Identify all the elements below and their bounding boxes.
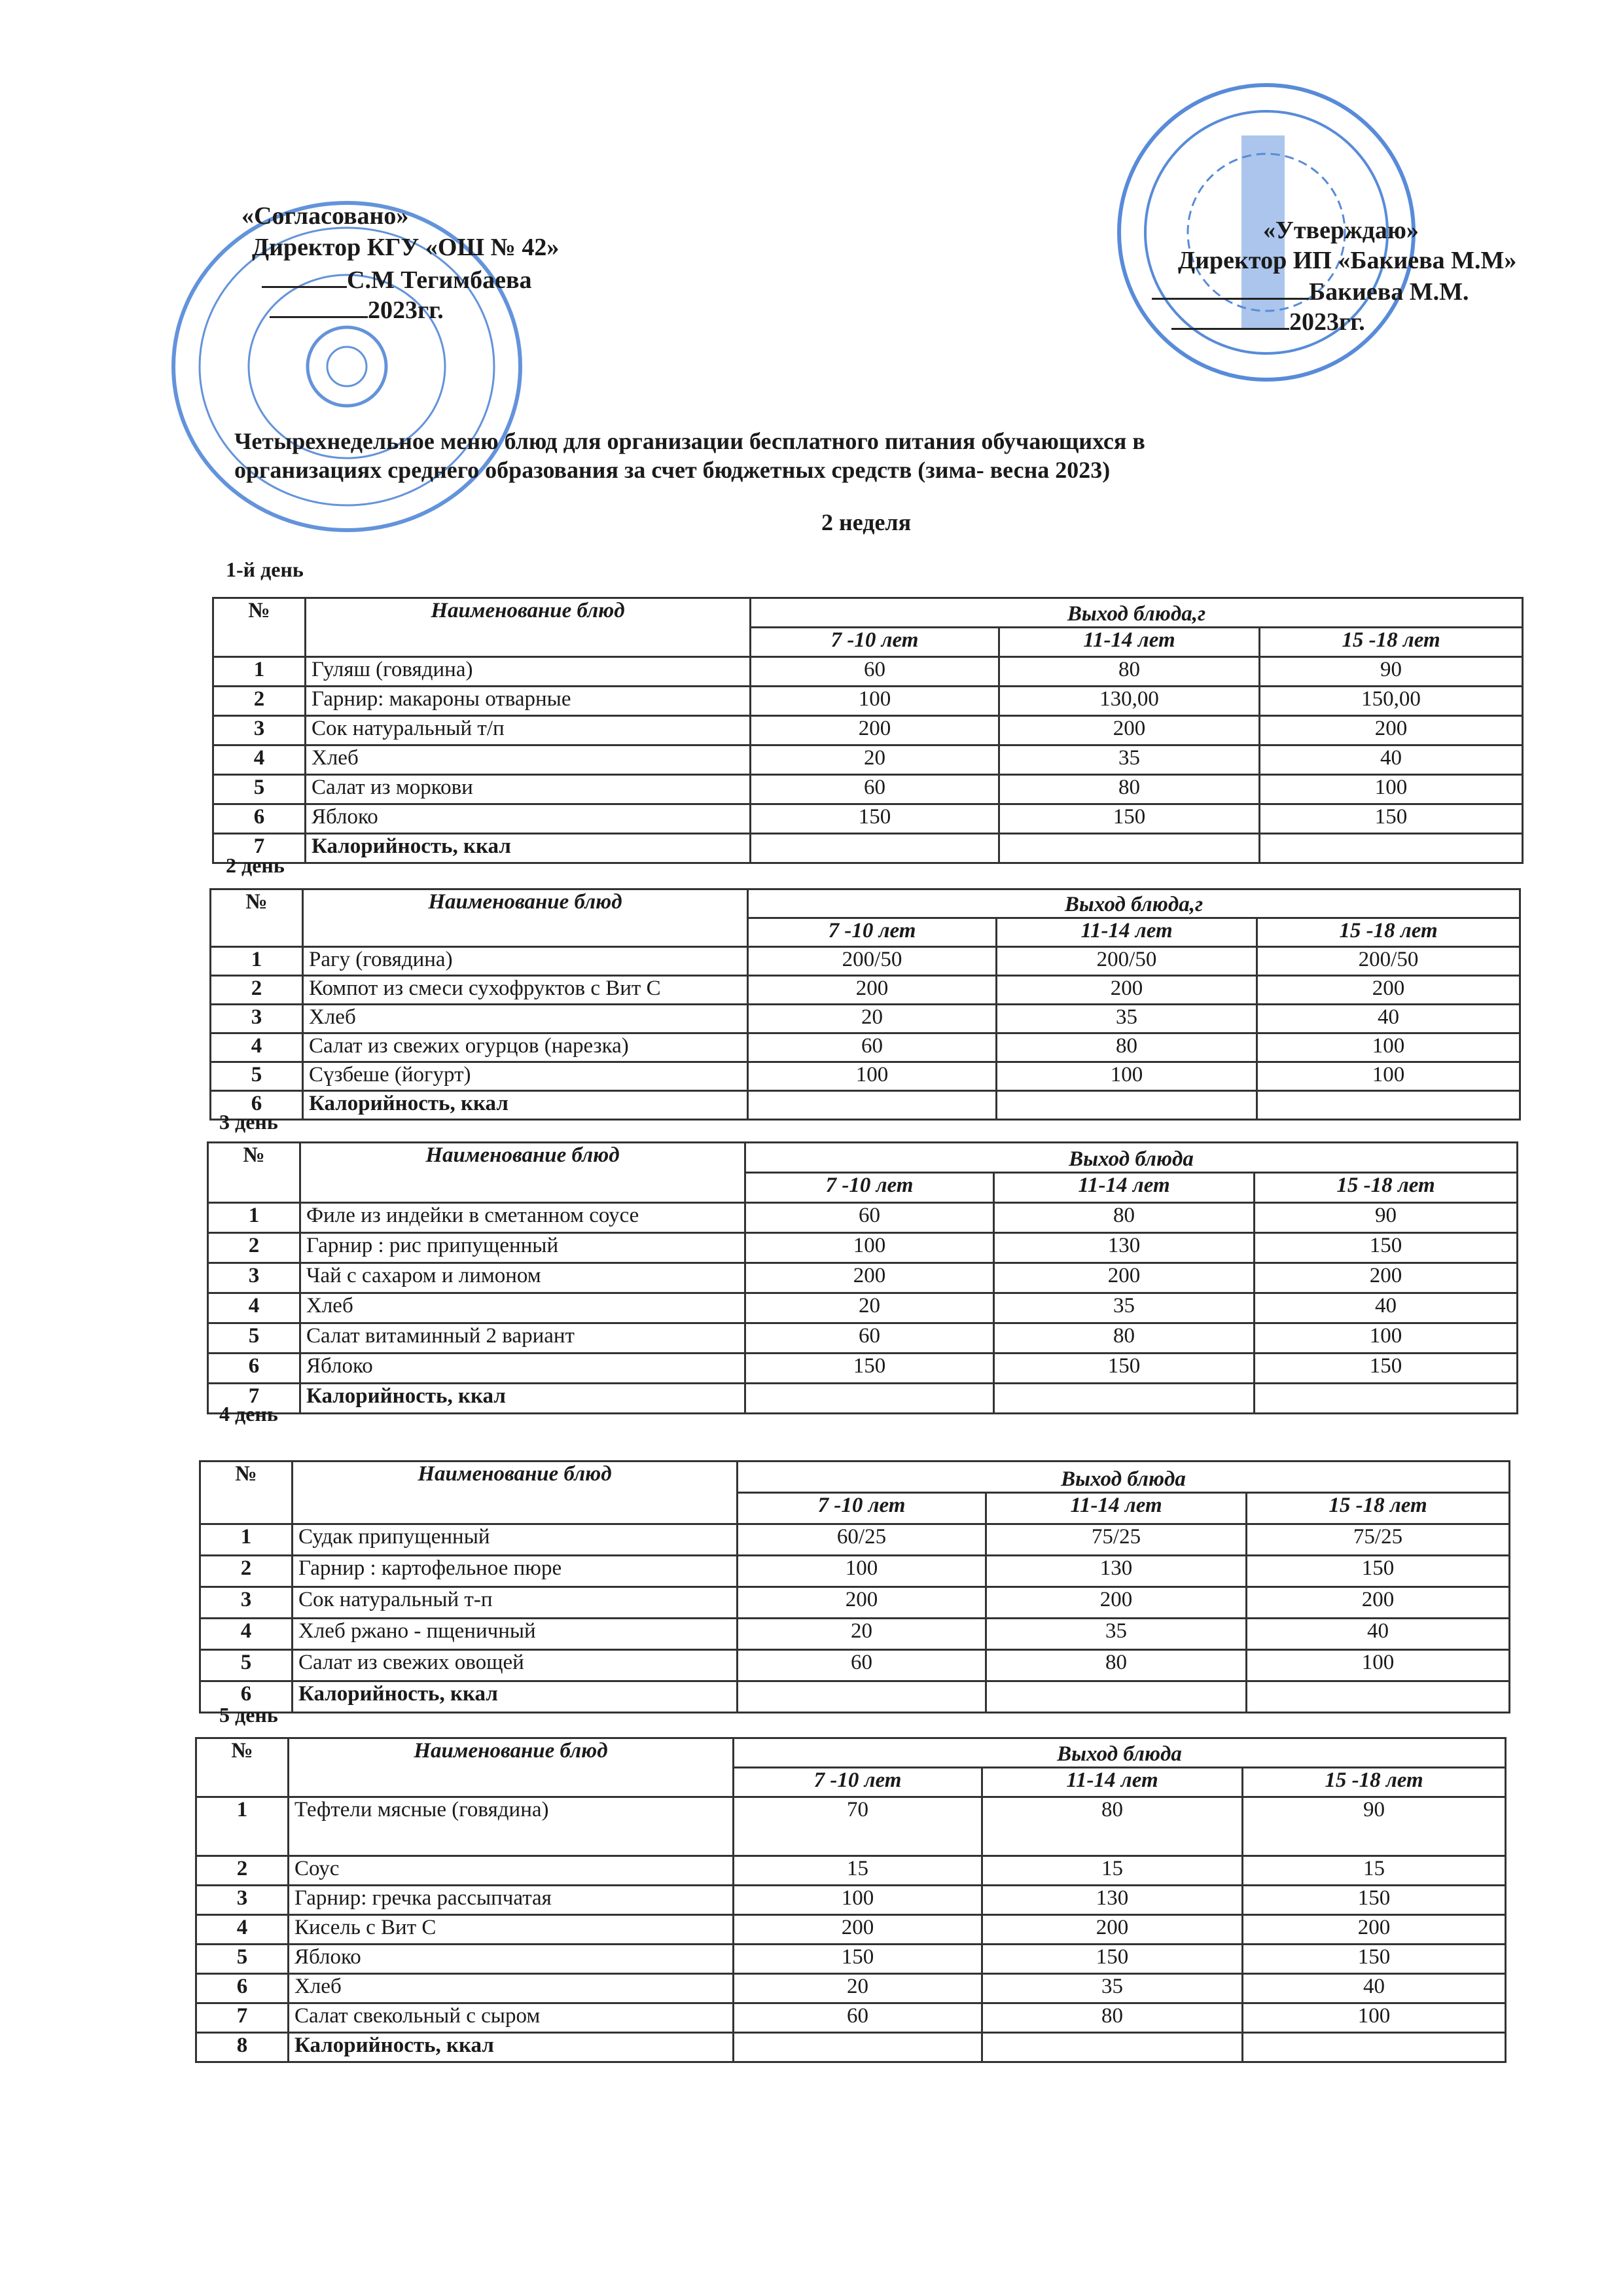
approval-left-position: Директор КГУ «ОШ № 42» [252, 234, 560, 261]
dish-name: Хлеб [303, 1005, 748, 1033]
document-title-line2: организациях среднего образования за счет бюджетных средств (зима- весна 2023) [234, 457, 1111, 483]
table-row [213, 657, 1523, 687]
portion-value: 200 [1260, 716, 1523, 745]
dish-name: Салат витаминный 2 вариант [300, 1323, 745, 1354]
row-number: 3 [196, 1886, 289, 1915]
approval-left-label: «Согласовано» [241, 202, 409, 230]
portion-value: 150 [751, 804, 999, 834]
dish-name: Салат свекольный с сыром [289, 2003, 734, 2033]
column-header-age: 15 -18 лет [1247, 1493, 1510, 1524]
approval-left-name: С.М Тегимбаева [347, 266, 532, 294]
column-header-yield: Выход блюда [745, 1143, 1518, 1173]
column-header-age: 11-14 лет [994, 1173, 1255, 1203]
header-row [211, 889, 1520, 918]
dish-name: Салат из свежих овощей [293, 1650, 738, 1681]
portion-value: 20 [734, 1974, 982, 2003]
portion-value: 70 [734, 1797, 982, 1856]
dish-name: Яблоко [300, 1354, 745, 1384]
portion-value: 35 [982, 1974, 1243, 2003]
table-row [213, 775, 1523, 804]
portion-value: 200 [986, 1587, 1247, 1619]
date-line [270, 316, 368, 318]
signature-line [1152, 298, 1309, 300]
week-label: 2 неделя [821, 509, 912, 535]
row-number: 1 [213, 657, 306, 687]
column-header-number: № [200, 1462, 293, 1524]
table-row [200, 1681, 1510, 1713]
portion-value: 200 [738, 1587, 986, 1619]
portion-value: 150 [734, 1945, 982, 1974]
portion-value: 150 [999, 804, 1260, 834]
portion-value: 200 [751, 716, 999, 745]
table-row [213, 834, 1523, 863]
portion-value [982, 2033, 1243, 2062]
portion-value [1260, 834, 1523, 863]
column-header-age: 15 -18 лет [1255, 1173, 1518, 1203]
portion-value: 20 [748, 1005, 997, 1033]
dish-name: Рагу (говядина) [303, 947, 748, 976]
table-row [213, 804, 1523, 834]
portion-value: 90 [1255, 1203, 1518, 1233]
row-number: 2 [200, 1556, 293, 1587]
dish-name: Калорийность, ккал [303, 1091, 748, 1120]
approval-right-signature-row [1152, 278, 1469, 306]
dish-name: Чай с сахаром и лимоном [300, 1263, 745, 1293]
table-row [208, 1323, 1518, 1354]
row-number: 2 [196, 1856, 289, 1886]
signature-line [262, 286, 347, 288]
dish-name: Гарнир : рис припущенный [300, 1233, 745, 1263]
day-label: 3 день [219, 1110, 278, 1134]
row-number: 2 [213, 687, 306, 716]
column-header-age: 15 -18 лет [1243, 1768, 1506, 1797]
approval-left-signature-row [262, 266, 532, 295]
portion-value: 150 [1255, 1233, 1518, 1263]
day-menu-table [212, 597, 1524, 864]
row-number: 6 [211, 1091, 303, 1120]
table-row [213, 745, 1523, 775]
row-number: 1 [200, 1524, 293, 1556]
portion-value: 80 [999, 775, 1260, 804]
column-header-yield: Выход блюда,г [751, 598, 1523, 628]
portion-value: 150 [745, 1354, 994, 1384]
table-row [200, 1556, 1510, 1587]
portion-value: 75/25 [986, 1524, 1247, 1556]
table-row [213, 716, 1523, 745]
dish-name: Тефтели мясные (говядина) [289, 1797, 734, 1856]
portion-value: 100 [751, 687, 999, 716]
portion-value: 200 [1257, 976, 1520, 1005]
day-label: 4 день [219, 1402, 278, 1426]
portion-value: 200 [745, 1263, 994, 1293]
portion-value: 100 [1243, 2003, 1506, 2033]
portion-value: 150 [994, 1354, 1255, 1384]
portion-value: 20 [745, 1293, 994, 1323]
column-header-number: № [211, 889, 303, 947]
portion-value: 75/25 [1247, 1524, 1510, 1556]
portion-value: 200 [994, 1263, 1255, 1293]
portion-value: 100 [1247, 1650, 1510, 1681]
header-row [213, 598, 1523, 628]
row-number: 1 [208, 1203, 300, 1233]
approval-right-name: Бакиева М.М. [1309, 278, 1469, 306]
portion-value: 200 [1255, 1263, 1518, 1293]
row-number: 2 [211, 976, 303, 1005]
portion-value [734, 2033, 982, 2062]
portion-value: 200 [734, 1915, 982, 1945]
table-row [200, 1619, 1510, 1650]
portion-value: 90 [1243, 1797, 1506, 1856]
column-header-age: 7 -10 лет [751, 628, 999, 657]
portion-value: 80 [982, 1797, 1243, 1856]
row-number: 1 [196, 1797, 289, 1856]
row-number: 8 [196, 2033, 289, 2062]
portion-value [1247, 1681, 1510, 1713]
portion-value: 200/50 [1257, 947, 1520, 976]
date-line [1171, 328, 1289, 330]
portion-value [1243, 2033, 1506, 2062]
row-number: 3 [208, 1263, 300, 1293]
portion-value: 80 [997, 1033, 1257, 1062]
row-number: 7 [196, 2003, 289, 2033]
table-row [211, 1005, 1520, 1033]
portion-value: 90 [1260, 657, 1523, 687]
dish-name: Калорийность, ккал [306, 834, 751, 863]
portion-value: 80 [999, 657, 1260, 687]
row-number: 4 [196, 1915, 289, 1945]
portion-value: 200 [997, 976, 1257, 1005]
portion-value: 130 [986, 1556, 1247, 1587]
approval-right-label: «Утверждаю» [1263, 217, 1419, 244]
dish-name: Компот из смеси сухофруктов с Вит С [303, 976, 748, 1005]
column-header-yield: Выход блюда [738, 1462, 1510, 1493]
portion-value: 200/50 [997, 947, 1257, 976]
row-number: 3 [211, 1005, 303, 1033]
portion-value: 100 [1260, 775, 1523, 804]
table-row [208, 1233, 1518, 1263]
table-row [200, 1587, 1510, 1619]
portion-value: 200 [1243, 1915, 1506, 1945]
column-header-name: Наименование блюд [300, 1143, 745, 1203]
portion-value: 150 [1260, 804, 1523, 834]
day-menu-table [195, 1737, 1507, 2063]
column-header-number: № [196, 1738, 289, 1797]
portion-value [745, 1384, 994, 1414]
portion-value: 60 [745, 1203, 994, 1233]
row-number: 5 [208, 1323, 300, 1354]
portion-value: 35 [986, 1619, 1247, 1650]
table-row [211, 1033, 1520, 1062]
portion-value [738, 1681, 986, 1713]
row-number: 4 [200, 1619, 293, 1650]
table-row [196, 1974, 1506, 2003]
table-row [196, 1886, 1506, 1915]
dish-name: Хлеб ржано - пщеничный [293, 1619, 738, 1650]
row-number: 5 [213, 775, 306, 804]
dish-name: Хлеб [306, 745, 751, 775]
portion-value: 35 [994, 1293, 1255, 1323]
dish-name: Кисель с Вит С [289, 1915, 734, 1945]
portion-value: 60 [751, 775, 999, 804]
row-number: 6 [196, 1974, 289, 2003]
portion-value: 20 [738, 1619, 986, 1650]
portion-value: 35 [997, 1005, 1257, 1033]
portion-value: 200 [748, 976, 997, 1005]
table-row [196, 1915, 1506, 1945]
portion-value: 150 [982, 1945, 1243, 1974]
row-number: 5 [200, 1650, 293, 1681]
portion-value: 60 [745, 1323, 994, 1354]
table-row [211, 976, 1520, 1005]
portion-value: 80 [994, 1323, 1255, 1354]
dish-name: Гарнир : картофельное пюре [293, 1556, 738, 1587]
portion-value: 40 [1247, 1619, 1510, 1650]
portion-value: 60 [734, 2003, 982, 2033]
portion-value: 100 [1255, 1323, 1518, 1354]
portion-value: 60 [738, 1650, 986, 1681]
portion-value: 40 [1257, 1005, 1520, 1033]
portion-value: 100 [738, 1556, 986, 1587]
portion-value: 150,00 [1260, 687, 1523, 716]
row-number: 4 [208, 1293, 300, 1323]
dish-name: Сок натуральный т/п [306, 716, 751, 745]
row-number: 5 [196, 1945, 289, 1974]
portion-value [751, 834, 999, 863]
approval-right-position: Директор ИП «Бакиева М.М» [1178, 247, 1517, 274]
row-number: 7 [213, 834, 306, 863]
portion-value: 15 [734, 1856, 982, 1886]
portion-value: 130,00 [999, 687, 1260, 716]
table-row [196, 1856, 1506, 1886]
portion-value: 150 [1255, 1354, 1518, 1384]
table-row [208, 1384, 1518, 1414]
portion-value [1257, 1091, 1520, 1120]
day-label: 2 день [226, 853, 285, 877]
dish-name: Гарнир: гречка рассыпчатая [289, 1886, 734, 1915]
portion-value: 100 [1257, 1062, 1520, 1091]
portion-value [999, 834, 1260, 863]
column-header-name: Наименование блюд [293, 1462, 738, 1524]
column-header-age: 11-14 лет [997, 918, 1257, 947]
portion-value: 40 [1260, 745, 1523, 775]
dish-name: Сок натуральный т-п [293, 1587, 738, 1619]
column-header-name: Наименование блюд [303, 889, 748, 947]
portion-value: 150 [1243, 1945, 1506, 1974]
portion-value [748, 1091, 997, 1120]
approval-left-date-row [270, 296, 444, 325]
row-number: 1 [211, 947, 303, 976]
row-number: 5 [211, 1062, 303, 1091]
table-row [213, 687, 1523, 716]
table-row [208, 1293, 1518, 1323]
document-title-line1: Четырехнедельное меню блюд для организации бесплатного питания обучающихся в [234, 428, 1145, 454]
row-number: 6 [200, 1681, 293, 1713]
dish-name: Хлеб [289, 1974, 734, 2003]
row-number: 6 [213, 804, 306, 834]
dish-name: Судак припущенный [293, 1524, 738, 1556]
column-header-age: 15 -18 лет [1260, 628, 1523, 657]
approval-right-date-row [1171, 308, 1365, 336]
column-header-age: 7 -10 лет [738, 1493, 986, 1524]
portion-value [994, 1384, 1255, 1414]
portion-value: 150 [1243, 1886, 1506, 1915]
portion-value: 200 [982, 1915, 1243, 1945]
table-row [211, 1062, 1520, 1091]
portion-value [1255, 1384, 1518, 1414]
portion-value: 100 [745, 1233, 994, 1263]
portion-value [997, 1091, 1257, 1120]
row-number: 3 [213, 716, 306, 745]
portion-value: 80 [994, 1203, 1255, 1233]
dish-name: Гуляш (говядина) [306, 657, 751, 687]
day-label: 1-й день [226, 558, 304, 581]
row-number: 3 [200, 1587, 293, 1619]
portion-value: 130 [982, 1886, 1243, 1915]
column-header-number: № [213, 598, 306, 657]
column-header-age: 15 -18 лет [1257, 918, 1520, 947]
dish-name: Калорийность, ккал [300, 1384, 745, 1414]
dish-name: Гарнир: макароны отварные [306, 687, 751, 716]
table-row [208, 1354, 1518, 1384]
row-number: 2 [208, 1233, 300, 1263]
column-header-age: 11-14 лет [999, 628, 1260, 657]
portion-value: 60 [748, 1033, 997, 1062]
dish-name: Салат из свежих огурцов (нарезка) [303, 1033, 748, 1062]
portion-value: 100 [1257, 1033, 1520, 1062]
header-row [200, 1462, 1510, 1493]
portion-value [986, 1681, 1247, 1713]
portion-value: 130 [994, 1233, 1255, 1263]
portion-value: 150 [1247, 1556, 1510, 1587]
dish-name: Соус [289, 1856, 734, 1886]
table-row [196, 1797, 1506, 1856]
header-row [208, 1143, 1518, 1173]
column-header-age: 11-14 лет [986, 1493, 1247, 1524]
column-header-name: Наименование блюд [289, 1738, 734, 1797]
table-row [211, 947, 1520, 976]
day-menu-table [209, 888, 1521, 1121]
portion-value: 200 [1247, 1587, 1510, 1619]
portion-value: 100 [748, 1062, 997, 1091]
column-header-age: 11-14 лет [982, 1768, 1243, 1797]
approval-right-year: 2023гг. [1289, 308, 1365, 336]
column-header-age: 7 -10 лет [745, 1173, 994, 1203]
portion-value: 60/25 [738, 1524, 986, 1556]
portion-value: 200 [999, 716, 1260, 745]
column-header-age: 7 -10 лет [734, 1768, 982, 1797]
row-number: 4 [213, 745, 306, 775]
row-number: 6 [208, 1354, 300, 1384]
portion-value: 100 [997, 1062, 1257, 1091]
portion-value: 40 [1243, 1974, 1506, 2003]
dish-name: Филе из индейки в сметанном соусе [300, 1203, 745, 1233]
table-row [196, 1945, 1506, 1974]
portion-value: 40 [1255, 1293, 1518, 1323]
table-row [200, 1524, 1510, 1556]
column-header-age: 7 -10 лет [748, 918, 997, 947]
portion-value: 15 [1243, 1856, 1506, 1886]
dish-name: Салат из моркови [306, 775, 751, 804]
dish-name: Яблоко [289, 1945, 734, 1974]
table-row [196, 2033, 1506, 2062]
table-row [211, 1091, 1520, 1120]
dish-name: Яблоко [306, 804, 751, 834]
portion-value: 35 [999, 745, 1260, 775]
column-header-number: № [208, 1143, 300, 1203]
column-header-name: Наименование блюд [306, 598, 751, 657]
table-row [200, 1650, 1510, 1681]
day-menu-table [199, 1460, 1510, 1713]
dish-name: Калорийность, ккал [293, 1681, 738, 1713]
portion-value: 80 [982, 2003, 1243, 2033]
portion-value: 20 [751, 745, 999, 775]
approval-left-year: 2023гг. [368, 296, 444, 324]
portion-value: 60 [751, 657, 999, 687]
table-row [208, 1203, 1518, 1233]
column-header-yield: Выход блюда [734, 1738, 1506, 1768]
row-number: 4 [211, 1033, 303, 1062]
portion-value: 15 [982, 1856, 1243, 1886]
row-number: 7 [208, 1384, 300, 1414]
day-menu-table [207, 1141, 1518, 1414]
header-row [196, 1738, 1506, 1768]
dish-name: Сүзбеше (йогурт) [303, 1062, 748, 1091]
table-row [208, 1263, 1518, 1293]
portion-value: 200/50 [748, 947, 997, 976]
day-label: 5 день [219, 1703, 278, 1727]
table-row [196, 2003, 1506, 2033]
dish-name: Калорийность, ккал [289, 2033, 734, 2062]
portion-value: 80 [986, 1650, 1247, 1681]
column-header-yield: Выход блюда,г [748, 889, 1520, 918]
dish-name: Хлеб [300, 1293, 745, 1323]
portion-value: 100 [734, 1886, 982, 1915]
